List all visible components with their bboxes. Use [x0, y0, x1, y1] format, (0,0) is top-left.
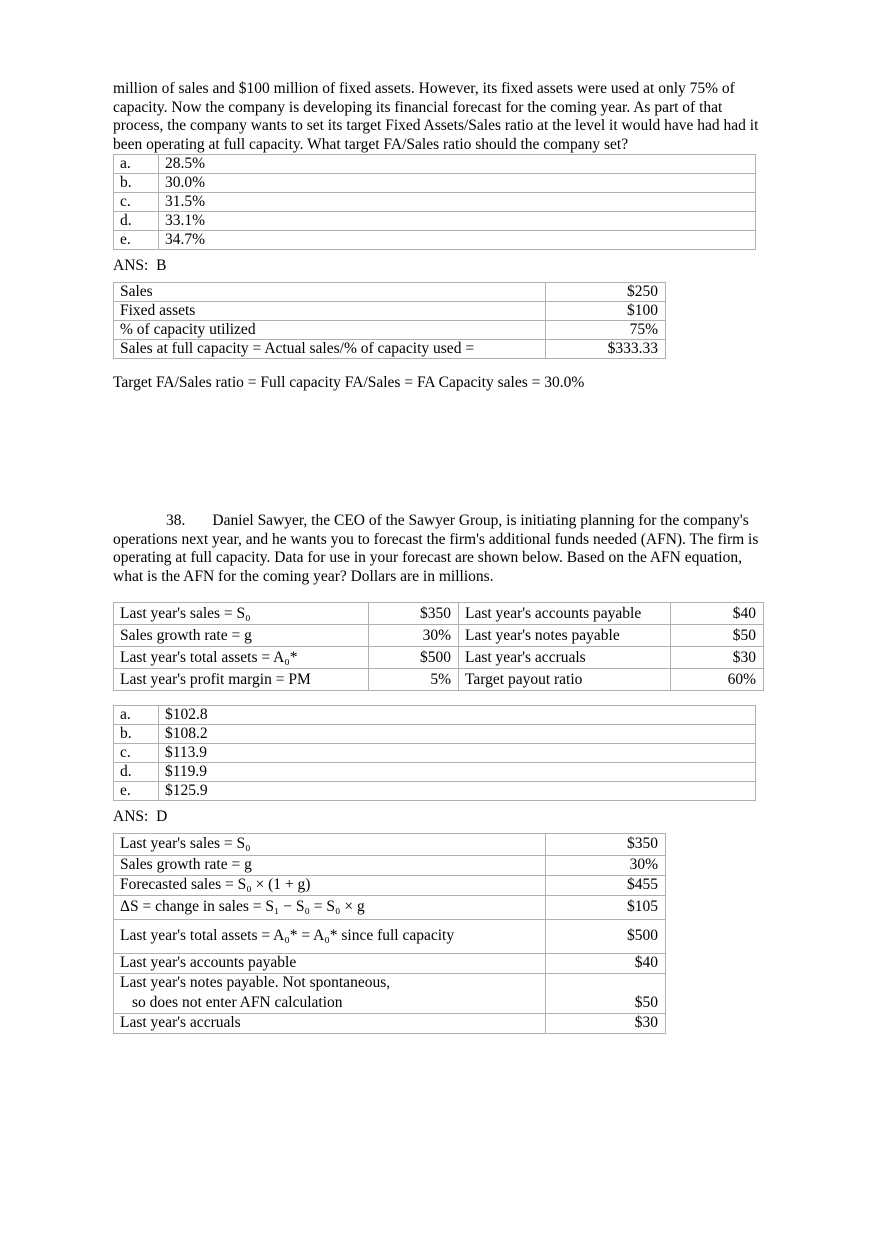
q37-choices-table [113, 154, 756, 250]
solution-value: $455 [546, 875, 666, 895]
solution-row [114, 919, 666, 953]
solution-label: Sales growth rate = g [114, 855, 546, 875]
solution-value: $30 [546, 1013, 666, 1033]
work-label: Sales [114, 282, 546, 301]
data-value: $50 [671, 625, 764, 647]
solution-label: Last year's accounts payable [114, 953, 546, 973]
choice-letter: d. [114, 763, 159, 782]
choice-text: $113.9 [159, 744, 756, 763]
work-value: 75% [546, 320, 666, 339]
solution-value: $50 [546, 993, 666, 1013]
choice-letter: e. [114, 231, 159, 250]
solution-value: $105 [546, 895, 666, 919]
target-ratio-line: Target FA/Sales ratio = Full capacity FA/Sales = FA Capacity sales = 30.0% [113, 373, 585, 391]
choice-row [114, 782, 756, 801]
work-row [114, 282, 666, 301]
solution-row [114, 993, 666, 1013]
work-value: $333.33 [546, 339, 666, 358]
data-row [114, 603, 764, 625]
choice-text: $119.9 [159, 763, 756, 782]
solution-value: 30% [546, 855, 666, 875]
data-label: Sales growth rate = g [114, 625, 369, 647]
work-row [114, 320, 666, 339]
q37-work-table [113, 282, 666, 359]
solution-value [546, 973, 666, 993]
data-label: Target payout ratio [459, 669, 671, 691]
choice-letter: b. [114, 174, 159, 193]
data-label: Last year's accruals [459, 647, 671, 669]
choice-letter: d. [114, 212, 159, 231]
choice-letter: a. [114, 706, 159, 725]
choice-text: $102.8 [159, 706, 756, 725]
solution-row [114, 1013, 666, 1033]
choice-row [114, 231, 756, 250]
data-label: Last year's profit margin = PM [114, 669, 369, 691]
q38-choices-table [113, 705, 756, 801]
data-row [114, 669, 764, 691]
data-value: $350 [369, 603, 459, 625]
solution-label: so does not enter AFN calculation [114, 993, 546, 1013]
choice-text: 34.7% [159, 231, 756, 250]
choice-letter: c. [114, 193, 159, 212]
q37-intro-paragraph: million of sales and $100 million of fixed assets. However, its fixed assets were used at only 75% of capacity. Now the company is developing its financial forecast for the coming year. As part of that process, the company wants to set its target Fixed Assets/Sales ratio at the level it would have had had it been operating at full capacity. What target FA/Sales ratio should the company set? [113, 80, 759, 153]
choice-text: 30.0% [159, 174, 756, 193]
data-label: Last year's notes payable [459, 625, 671, 647]
data-label: Last year's sales = S₀ [114, 603, 369, 625]
work-row [114, 301, 666, 320]
choice-letter: e. [114, 782, 159, 801]
choice-row [114, 763, 756, 782]
choice-text: $108.2 [159, 725, 756, 744]
choice-text: $125.9 [159, 782, 756, 801]
solution-row [114, 953, 666, 973]
choice-row [114, 725, 756, 744]
solution-row [114, 895, 666, 919]
solution-value: $40 [546, 953, 666, 973]
choice-row [114, 744, 756, 763]
q38-data-table [113, 602, 764, 691]
solution-label: Last year's sales = S₀ [114, 833, 546, 855]
solution-label: Last year's total assets = A₀* = A₀* since full capacity [114, 919, 546, 953]
solution-row [114, 973, 666, 993]
solution-value: $350 [546, 833, 666, 855]
choice-row [114, 212, 756, 231]
choice-row [114, 174, 756, 193]
choice-text: 33.1% [159, 212, 756, 231]
question-text: Daniel Sawyer, the CEO of the Sawyer Group, is initiating planning for the company's operations next year, and he wants you to forecast the firm's additional funds needed (AFN). The firm is operating at full capacity. Data for use in your forecast are shown below. Based on the AFN equation, what is the AFN for the coming year? Dollars are in millions. [113, 512, 759, 585]
solution-label: Last year's accruals [114, 1013, 546, 1033]
solution-label: Forecasted sales = S₀ × (1 + g) [114, 875, 546, 895]
data-value: $30 [671, 647, 764, 669]
q38-solution-table [113, 833, 666, 1034]
q37-answer-label: ANS: B [113, 257, 167, 274]
data-label: Last year's total assets = A₀* [114, 647, 369, 669]
work-row [114, 339, 666, 358]
choice-text: 31.5% [159, 193, 756, 212]
question-number: 38. [166, 512, 186, 529]
choice-row [114, 706, 756, 725]
choice-row [114, 155, 756, 174]
data-value: $500 [369, 647, 459, 669]
choice-letter: c. [114, 744, 159, 763]
choice-letter: a. [114, 155, 159, 174]
data-row [114, 647, 764, 669]
data-value: 5% [369, 669, 459, 691]
solution-label: Last year's notes payable. Not spontaneous, [114, 973, 546, 993]
data-label: Last year's accounts payable [459, 603, 671, 625]
data-value: 30% [369, 625, 459, 647]
solution-row [114, 875, 666, 895]
work-value: $100 [546, 301, 666, 320]
work-label: % of capacity utilized [114, 320, 546, 339]
choice-row [114, 193, 756, 212]
solution-value: $500 [546, 919, 666, 953]
data-row [114, 625, 764, 647]
solution-row [114, 855, 666, 875]
data-value: 60% [671, 669, 764, 691]
q38-paragraph [113, 512, 765, 586]
choice-letter: b. [114, 725, 159, 744]
q38-answer-label: ANS: D [113, 808, 168, 825]
choice-text: 28.5% [159, 155, 756, 174]
work-label: Fixed assets [114, 301, 546, 320]
work-value: $250 [546, 282, 666, 301]
data-value: $40 [671, 603, 764, 625]
solution-row [114, 833, 666, 855]
solution-label: ΔS = change in sales = S₁ − S₀ = S₀ × g [114, 895, 546, 919]
work-label: Sales at full capacity = Actual sales/% of capacity used = [114, 339, 546, 358]
